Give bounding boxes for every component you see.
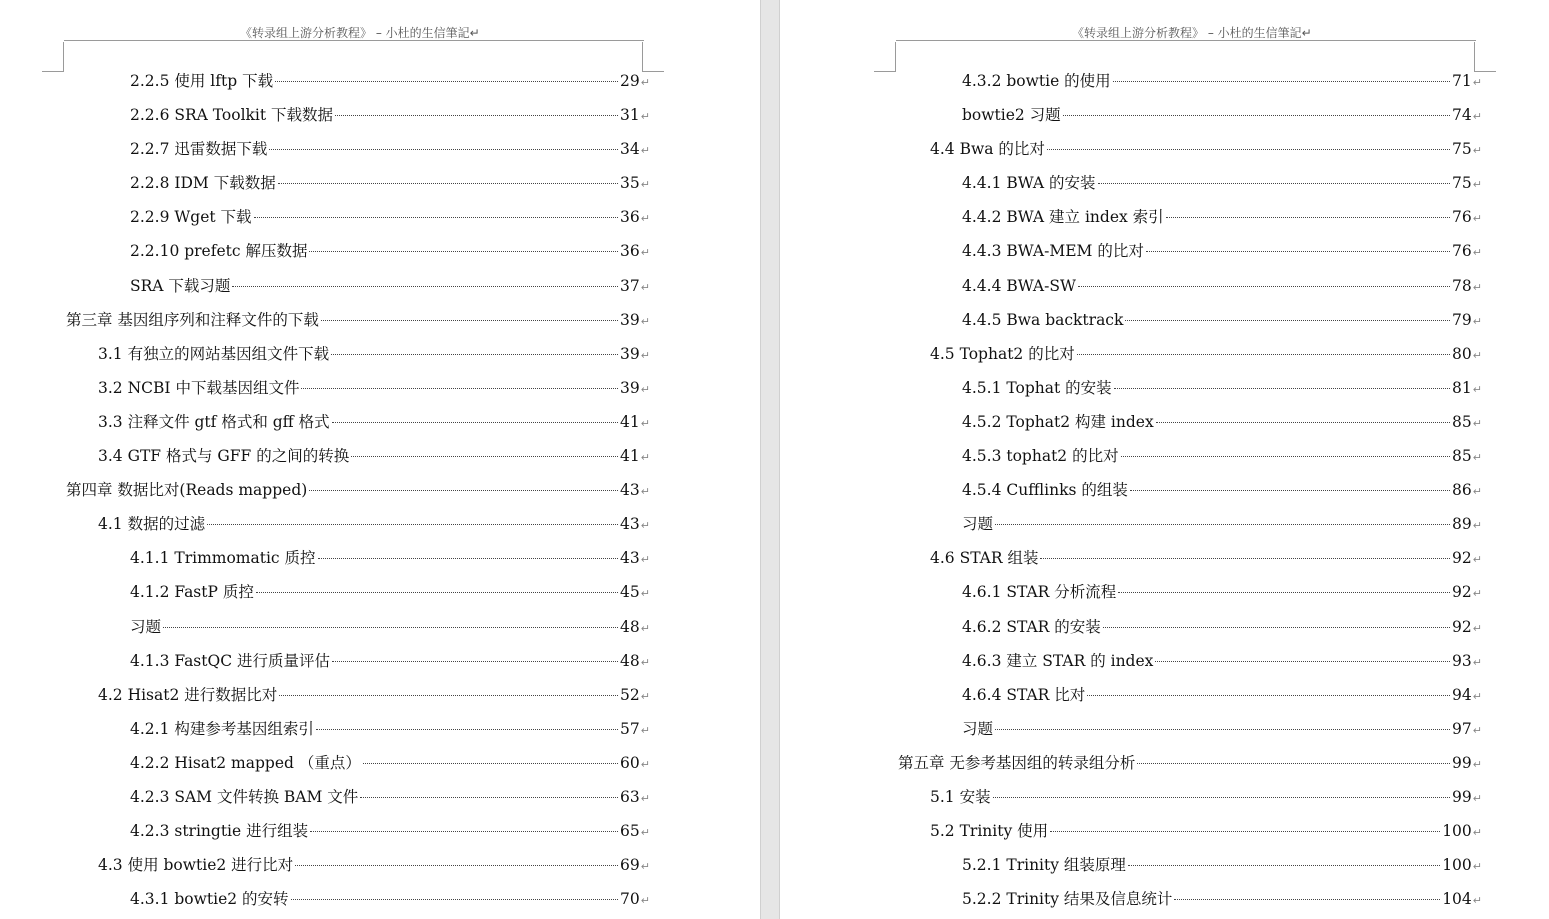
toc-entry-title: 4.6 STAR 组装 <box>930 549 1039 568</box>
toc-entry-title: 4.5.2 Tophat2 构建 index <box>962 412 1154 431</box>
dot-leader <box>310 831 618 832</box>
toc-entry-title: 2.2.6 SRA Toolkit 下载数据 <box>130 106 334 125</box>
toc-page-number: 43 <box>620 549 640 568</box>
toc-page-number: 39 <box>620 378 640 397</box>
toc-entry-title: 3.1 有独立的网站基因组文件下载 <box>98 344 330 363</box>
dot-leader <box>1146 251 1450 252</box>
dot-leader <box>1128 865 1440 866</box>
dot-leader <box>1077 354 1450 355</box>
dot-leader <box>1121 456 1450 457</box>
toc-entry[interactable] <box>66 303 650 337</box>
toc-page-number: 92 <box>1452 617 1472 636</box>
toc-page-number: 89 <box>1452 515 1472 534</box>
dot-leader <box>351 456 618 457</box>
paragraph-mark-icon: ↵ <box>1472 144 1482 158</box>
toc-entry-title: 习题 <box>962 719 994 738</box>
paragraph-mark-icon: ↵ <box>640 280 650 294</box>
toc-entry-title: 4.6.2 STAR 的安装 <box>962 617 1101 636</box>
toc-entry[interactable] <box>898 405 1482 439</box>
dot-leader <box>995 729 1450 730</box>
toc-page-number: 85 <box>1452 412 1472 431</box>
paragraph-mark-icon: ↵ <box>1472 860 1482 874</box>
toc-entry[interactable] <box>66 848 650 882</box>
toc-entry-title: 4.6.3 建立 STAR 的 index <box>962 651 1154 670</box>
toc-entry[interactable] <box>898 269 1482 303</box>
toc-page-number: 74 <box>1452 106 1472 125</box>
toc-entry[interactable] <box>898 746 1482 780</box>
toc-entry[interactable] <box>898 712 1482 746</box>
toc-entry-title: 习题 <box>130 617 162 636</box>
toc-page-number: 97 <box>1452 719 1472 738</box>
dot-leader <box>1087 695 1450 696</box>
toc-page-number: 39 <box>620 310 640 329</box>
paragraph-mark-icon: ↵ <box>640 178 650 192</box>
dot-leader <box>1063 115 1450 116</box>
crop-mark-top-left <box>42 42 64 72</box>
toc-page-number: 85 <box>1452 447 1472 466</box>
toc-entry[interactable] <box>66 575 650 609</box>
paragraph-mark-icon: ↵ <box>1472 382 1482 396</box>
toc-entry[interactable] <box>898 541 1482 575</box>
toc-page-number: 81 <box>1452 378 1472 397</box>
dot-leader <box>1098 183 1451 184</box>
toc-page-number: 48 <box>620 617 640 636</box>
toc-entry-title: 4.2.3 SAM 文件转换 BAM 文件 <box>130 787 359 806</box>
header-rule <box>896 40 1476 41</box>
paragraph-mark-icon: ↵ <box>1472 348 1482 362</box>
paragraph-mark-icon: ↵ <box>1472 689 1482 703</box>
toc-entry[interactable] <box>898 337 1482 371</box>
toc-entry-title: 4.3.2 bowtie 的使用 <box>962 72 1111 90</box>
toc-entry[interactable] <box>66 132 650 166</box>
toc-entry-title: 4.6.4 STAR 比对 <box>962 685 1086 704</box>
toc-entry[interactable] <box>66 234 650 268</box>
toc-list <box>898 64 1482 916</box>
paragraph-mark-icon: ↵ <box>1472 655 1482 669</box>
toc-entry-title: 4.2.1 构建参考基因组索引 <box>130 719 314 738</box>
paragraph-mark-icon: ↵ <box>1472 178 1482 192</box>
dot-leader <box>256 592 618 593</box>
paragraph-mark-icon: ↵ <box>1472 76 1482 89</box>
toc-entry-title: 4.4.4 BWA-SW <box>962 276 1076 295</box>
toc-entry[interactable] <box>66 814 650 848</box>
toc-entry-title: 4.5.1 Tophat 的安装 <box>962 378 1112 397</box>
toc-entry-title: 4.2 Hisat2 进行数据比对 <box>98 685 278 704</box>
dot-leader <box>1118 592 1450 593</box>
toc-entry[interactable] <box>898 132 1482 166</box>
dot-leader <box>335 115 618 116</box>
toc-page-number: 92 <box>1452 583 1472 602</box>
toc-entry-title: 4.5 Tophat2 的比对 <box>930 344 1075 363</box>
toc-page-number: 99 <box>1452 787 1472 806</box>
dot-leader <box>318 558 619 559</box>
toc-entry-title: 4.5.3 tophat2 的比对 <box>962 447 1119 466</box>
paragraph-mark-icon: ↵ <box>640 553 650 567</box>
dot-leader <box>1130 490 1450 491</box>
toc-page-number: 39 <box>620 344 640 363</box>
toc-page-number: 35 <box>620 174 640 193</box>
toc-entry[interactable] <box>898 780 1482 814</box>
toc-entry-title: 4.5.4 Cufflinks 的组装 <box>962 481 1128 500</box>
document-page-right <box>780 0 1549 919</box>
toc-entry-title: 习题 <box>962 515 994 534</box>
toc-entry-title: 4.4.1 BWA 的安装 <box>962 174 1096 193</box>
toc-entry[interactable] <box>898 814 1482 848</box>
toc-page-number: 69 <box>620 856 640 875</box>
toc-entry-title: 第五章 无参考基因组的转录组分析 <box>898 753 1136 772</box>
toc-page-number: 92 <box>1452 549 1472 568</box>
toc-page-number: 37 <box>620 276 640 295</box>
dot-leader <box>254 217 618 218</box>
toc-entry[interactable] <box>898 507 1482 541</box>
toc-entry[interactable] <box>898 439 1482 473</box>
toc-entry[interactable] <box>898 473 1482 507</box>
paragraph-mark-icon: ↵ <box>640 689 650 703</box>
toc-page-number: 57 <box>620 719 640 738</box>
dot-leader <box>301 388 618 389</box>
dot-leader <box>1174 899 1440 900</box>
toc-entry-title: 5.2.2 Trinity 结果及信息统计 <box>962 890 1173 909</box>
toc-list <box>66 64 650 916</box>
paragraph-mark-icon: ↵ <box>1472 314 1482 328</box>
dot-leader <box>332 661 618 662</box>
paragraph-mark-icon: ↵ <box>1472 791 1482 805</box>
toc-page-number: 94 <box>1452 685 1472 704</box>
paragraph-mark-icon: ↵ <box>640 519 650 533</box>
toc-entry-title: 4.2.3 stringtie 进行组装 <box>130 822 309 841</box>
dot-leader <box>316 729 618 730</box>
header-rule <box>64 40 644 41</box>
toc-page-number: 60 <box>620 753 640 772</box>
paragraph-mark-icon: ↵ <box>640 314 650 328</box>
paragraph-mark-icon: ↵ <box>640 76 650 89</box>
paragraph-mark-icon: ↵ <box>1472 451 1482 465</box>
toc-entry[interactable] <box>66 780 650 814</box>
paragraph-mark-icon: ↵ <box>640 723 650 737</box>
paragraph-mark-icon: ↵ <box>640 348 650 362</box>
dot-leader <box>995 524 1450 525</box>
paragraph-mark-icon: ↵ <box>640 144 650 158</box>
toc-entry[interactable] <box>66 439 650 473</box>
toc-entry[interactable] <box>898 644 1482 678</box>
paragraph-mark-icon: ↵ <box>1472 416 1482 430</box>
paragraph-mark-icon: ↵ <box>1472 757 1482 771</box>
paragraph-mark-icon: ↵ <box>640 587 650 601</box>
dot-leader <box>1050 831 1440 832</box>
toc-entry[interactable] <box>66 337 650 371</box>
toc-page-number: 36 <box>620 208 640 227</box>
paragraph-mark-icon: ↵ <box>640 416 650 430</box>
toc-entry[interactable] <box>66 644 650 678</box>
paragraph-mark-icon: ↵ <box>640 246 650 260</box>
paragraph-mark-icon: ↵ <box>1472 587 1482 601</box>
dot-leader <box>1114 388 1450 389</box>
paragraph-mark-icon: ↵ <box>1472 621 1482 635</box>
dot-leader <box>1047 149 1450 150</box>
toc-entry-title: 5.2.1 Trinity 组装原理 <box>962 856 1126 875</box>
toc-entry[interactable] <box>898 610 1482 644</box>
dot-leader <box>291 899 619 900</box>
toc-entry[interactable] <box>898 64 1482 98</box>
dot-leader <box>1156 422 1450 423</box>
toc-entry-title: 2.2.8 IDM 下载数据 <box>130 174 276 193</box>
page-header: 《转录组上游分析教程》 – 小杜的生信筆記↵ <box>240 26 480 40</box>
toc-page-number: 80 <box>1452 344 1472 363</box>
dot-leader <box>1155 661 1450 662</box>
dot-leader <box>279 695 618 696</box>
toc-entry[interactable] <box>898 166 1482 200</box>
toc-entry[interactable] <box>898 848 1482 882</box>
dot-leader <box>1166 217 1450 218</box>
toc-entry[interactable] <box>66 371 650 405</box>
toc-entry[interactable] <box>898 200 1482 234</box>
toc-entry[interactable] <box>66 712 650 746</box>
toc-page-number: 48 <box>620 651 640 670</box>
toc-page-number: 41 <box>620 447 640 466</box>
toc-entry-title: 5.2 Trinity 使用 <box>930 822 1049 841</box>
toc-page-number: 41 <box>620 412 640 431</box>
toc-entry[interactable] <box>66 166 650 200</box>
paragraph-mark-icon: ↵ <box>1472 519 1482 533</box>
paragraph-mark-icon: ↵ <box>1472 485 1482 499</box>
toc-entry-title: 第三章 基因组序列和注释文件的下载 <box>66 310 319 329</box>
toc-page-number: 104 <box>1442 890 1472 909</box>
dot-leader <box>363 763 618 764</box>
toc-page-number: 43 <box>620 515 640 534</box>
paragraph-mark-icon: ↵ <box>640 110 650 124</box>
toc-entry-title: 3.4 GTF 格式与 GFF 的之间的转换 <box>98 447 350 466</box>
toc-entry-title: 2.2.7 迅雷数据下载 <box>130 140 268 159</box>
toc-page-number: 75 <box>1452 174 1472 193</box>
toc-page-number: 45 <box>620 583 640 602</box>
toc-entry-title: 4.1.3 FastQC 进行质量评估 <box>130 651 330 670</box>
paragraph-mark-icon: ↵ <box>1472 246 1482 260</box>
toc-page-number: 70 <box>620 890 640 909</box>
paragraph-mark-icon: ↵ <box>640 791 650 805</box>
toc-page-number: 76 <box>1452 208 1472 227</box>
paragraph-mark-icon: ↵ <box>1472 723 1482 737</box>
paragraph-mark-icon: ↵ <box>640 757 650 771</box>
toc-entry[interactable] <box>898 678 1482 712</box>
paragraph-mark-icon: ↵ <box>1472 110 1482 124</box>
paragraph-mark-icon: ↵ <box>640 451 650 465</box>
toc-page-number: 63 <box>620 787 640 806</box>
toc-page-number: 43 <box>620 481 640 500</box>
toc-entry-title: 4.4.3 BWA-MEM 的比对 <box>962 242 1144 261</box>
toc-entry-title: 4.6.1 STAR 分析流程 <box>962 583 1117 602</box>
paragraph-mark-icon: ↵ <box>640 894 650 908</box>
dot-leader <box>309 490 618 491</box>
toc-entry[interactable] <box>898 371 1482 405</box>
dot-leader <box>321 320 618 321</box>
toc-entry-title: 4.1.1 Trimmomatic 质控 <box>130 549 316 568</box>
dot-leader <box>163 627 618 628</box>
dot-leader <box>232 286 618 287</box>
dot-leader <box>278 183 618 184</box>
toc-entry-title: bowtie2 习题 <box>962 106 1061 125</box>
toc-page-number: 65 <box>620 822 640 841</box>
toc-entry-title: 3.3 注释文件 gtf 格式和 gff 格式 <box>98 412 330 431</box>
toc-entry-title: 4.4.5 Bwa backtrack <box>962 310 1124 329</box>
dot-leader <box>269 149 618 150</box>
toc-entry[interactable] <box>66 678 650 712</box>
paragraph-mark-icon: ↵ <box>1472 826 1482 840</box>
toc-entry[interactable] <box>898 98 1482 132</box>
paragraph-mark-icon: ↵ <box>1472 280 1482 294</box>
toc-entry-title: 4.1.2 FastP 质控 <box>130 583 254 602</box>
toc-entry[interactable] <box>66 507 650 541</box>
toc-page-number: 36 <box>620 242 640 261</box>
toc-entry[interactable] <box>66 473 650 507</box>
toc-page-number: 71 <box>1452 72 1472 90</box>
dot-leader <box>1078 286 1450 287</box>
toc-page-number: 93 <box>1452 651 1472 670</box>
paragraph-mark-icon: ↵ <box>1472 553 1482 567</box>
toc-entry-title: 4.4.2 BWA 建立 index 索引 <box>962 208 1164 227</box>
toc-entry-title: 4.3 使用 bowtie2 进行比对 <box>98 856 294 875</box>
dot-leader <box>360 797 618 798</box>
dot-leader <box>309 251 618 252</box>
dot-leader <box>1040 558 1450 559</box>
paragraph-mark-icon: ↵ <box>640 212 650 226</box>
toc-entry[interactable] <box>66 64 650 98</box>
paragraph-mark-icon: ↵ <box>640 655 650 669</box>
dot-leader <box>1137 763 1450 764</box>
toc-page-number: 86 <box>1452 481 1472 500</box>
toc-entry-title: 4.3.1 bowtie2 的安转 <box>130 890 289 909</box>
dot-leader <box>275 81 618 82</box>
toc-page-number: 99 <box>1452 753 1472 772</box>
toc-entry[interactable] <box>898 234 1482 268</box>
toc-page-number: 100 <box>1442 822 1472 841</box>
paragraph-mark-icon: ↵ <box>640 621 650 635</box>
toc-entry-title: 4.4 Bwa 的比对 <box>930 140 1045 159</box>
toc-entry[interactable] <box>66 610 650 644</box>
toc-entry-title: SRA 下载习题 <box>130 276 231 295</box>
paragraph-mark-icon: ↵ <box>640 826 650 840</box>
toc-entry-title: 4.2.2 Hisat2 mapped （重点） <box>130 753 361 772</box>
toc-page-number: 79 <box>1452 310 1472 329</box>
toc-entry[interactable] <box>898 882 1482 916</box>
toc-page-number: 76 <box>1452 242 1472 261</box>
paragraph-mark-icon: ↵ <box>640 860 650 874</box>
dot-leader <box>1125 320 1450 321</box>
toc-entry-title: 5.1 安装 <box>930 787 991 806</box>
toc-entry[interactable] <box>898 303 1482 337</box>
toc-page-number: 100 <box>1442 856 1472 875</box>
page-gutter <box>760 0 780 919</box>
toc-entry[interactable] <box>898 575 1482 609</box>
paragraph-mark-icon: ↵ <box>640 382 650 396</box>
paragraph-mark-icon: ↵ <box>640 485 650 499</box>
toc-entry-title: 4.1 数据的过滤 <box>98 515 206 534</box>
toc-entry-title: 第四章 数据比对(Reads mapped) <box>66 481 308 500</box>
toc-entry-title: 3.2 NCBI 中下载基因组文件 <box>98 378 300 397</box>
toc-page-number: 78 <box>1452 276 1472 295</box>
dot-leader <box>1103 627 1450 628</box>
toc-entry[interactable] <box>66 882 650 916</box>
dot-leader <box>295 865 618 866</box>
toc-entry-title: 2.2.5 使用 lftp 下载 <box>130 72 274 90</box>
paragraph-mark-icon: ↵ <box>1472 894 1482 908</box>
toc-page-number: 29 <box>620 72 640 90</box>
toc-entry-title: 2.2.9 Wget 下载 <box>130 208 252 227</box>
document-page-left <box>0 0 760 919</box>
dot-leader <box>1113 81 1450 82</box>
dot-leader <box>331 354 618 355</box>
toc-entry[interactable] <box>66 200 650 234</box>
dot-leader <box>332 422 618 423</box>
toc-page-number: 31 <box>620 106 640 125</box>
toc-entry[interactable] <box>66 541 650 575</box>
toc-entry[interactable] <box>66 405 650 439</box>
toc-entry[interactable] <box>66 746 650 780</box>
dot-leader <box>207 524 618 525</box>
toc-page-number: 52 <box>620 685 640 704</box>
page-header: 《转录组上游分析教程》 – 小杜的生信筆記↵ <box>1072 26 1312 40</box>
toc-entry[interactable] <box>66 269 650 303</box>
toc-page-number: 34 <box>620 140 640 159</box>
toc-entry-title: 2.2.10 prefetc 解压数据 <box>130 242 308 261</box>
crop-mark-top-left <box>874 42 896 72</box>
toc-page-number: 75 <box>1452 140 1472 159</box>
paragraph-mark-icon: ↵ <box>1472 212 1482 226</box>
toc-entry[interactable] <box>66 98 650 132</box>
dot-leader <box>993 797 1450 798</box>
